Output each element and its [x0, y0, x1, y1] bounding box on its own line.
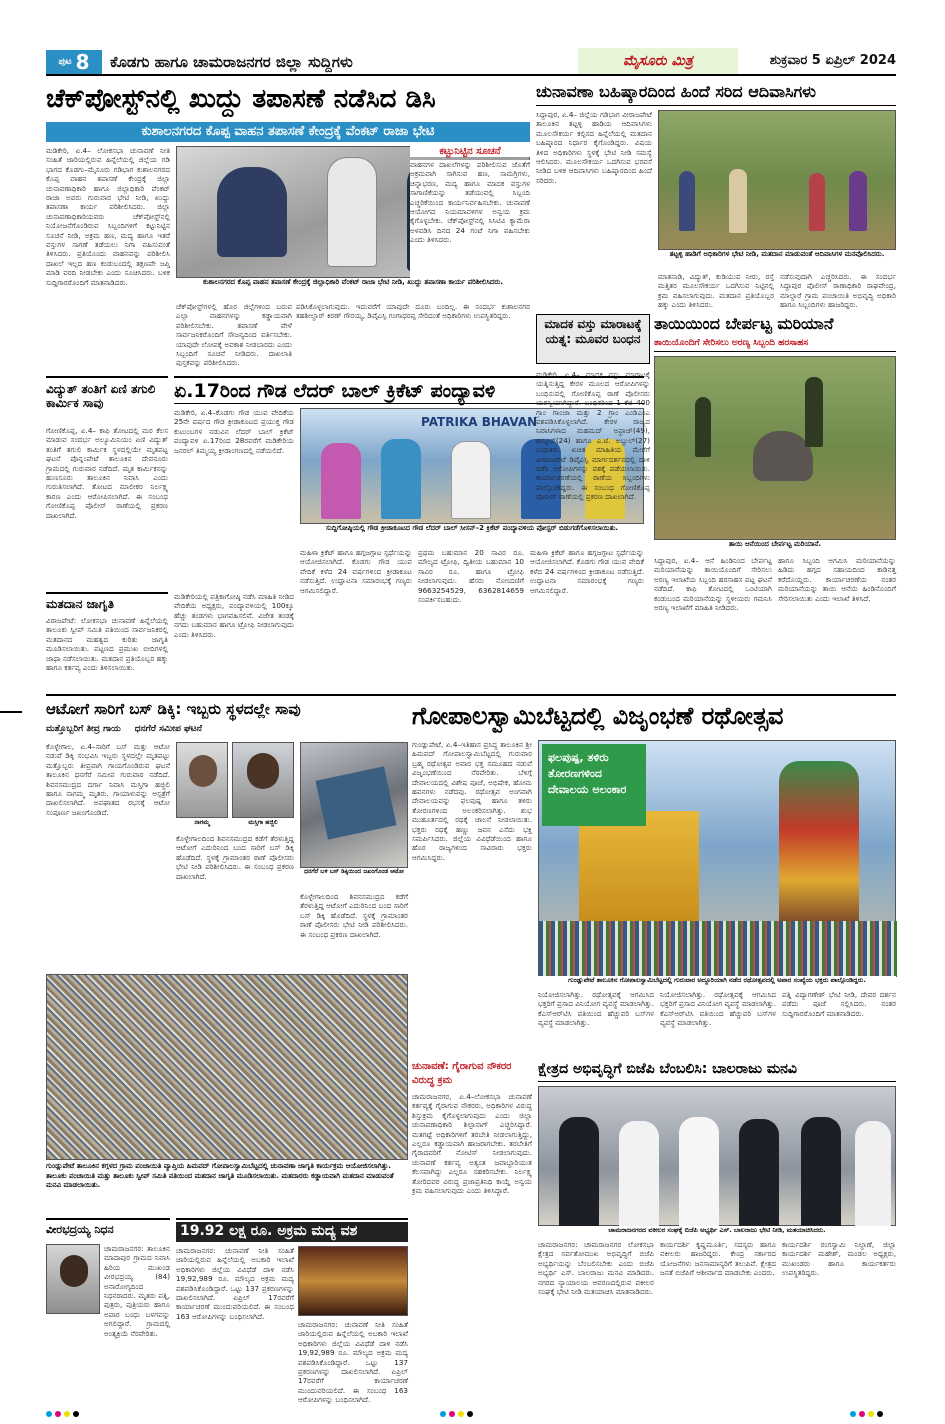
story11-headline: ವೀರಭದ್ರಯ್ಯ ನಿಧನ	[46, 1223, 114, 1236]
story14-photo	[538, 1086, 896, 1226]
paper-name-logo	[578, 48, 738, 74]
story12-headline: 19.92 ಲಕ್ಷ ರೂ. ಅಕ್ರಮ ಮದ್ಯ ವಶ	[176, 1222, 408, 1242]
story8-col1: ಗುಂಡ್ಲುಪೇಟೆ, ಏ.4–ಇತಿಹಾಸ ಪ್ರಸಿದ್ಧ ತಾಲೂಕಿನ ಶ್ರೀ ಹಿಮವದ್ ಗೋಪಾಲಸ್ವಾಮಿಬೆಟ್ಟದಲ್ಲಿ ಗುರುವಾರ ಬ್ರಹ್ಮ ರಥೋತ್ಸವ ಅಪಾರ ಭಕ್ತ ಸಮೂಹದ ನಡುವೆ ವಿಜೃಂಭಣೆಯಿಂದ ನೆರವೇರಿತು. ಬೆಳಿಗ್ಗೆ ದೇವಾಲಯದಲ್ಲಿ ವಿಶೇಷ ಪೂಜೆ, ಅಭಿಷೇಕ, ಹೋಮ ಹವನಗಳು ನಡೆದವು. ರಥೋತ್ಸವ ಅಂಗವಾಗಿ ದೇವಾಲಯವನ್ನು ಫಲಪುಷ್ಪ ಹಾಗೂ ತಳಿರು ತೋರಣಗಳಿಂದ ಅಲಂಕರಿಸಲಾಗಿತ್ತು. ಶುಭ ಮುಹೂರ್ತದಲ್ಲಿ ರಥಕ್ಕೆ ಚಾಲನೆ ನೀಡಲಾಯಿತು. ಭಕ್ತರು ರಥಕ್ಕೆ ಹಣ್ಣು ಜವನ ಎಸೆದು ಭಕ್ತಿ ಸಮರ್ಪಿಸಿದರು. ಜಿಲ್ಲೆಯ ವಿವಿಧೆಡೆಯಿಂದ ಹಾಗೂ ಹೊರ ರಾಜ್ಯಗಳಿಂದ ಸಾವಿರಾರು ಭಕ್ತರು ಆಗಮಿಸಿದ್ದರು.	[412, 740, 532, 862]
story7-photo-caption: ಧನಗೆರೆ ಬಳಿ ಬಸ್ ಡಿಕ್ಕಿಯಿಂದ ಜಖಂಗೊಂಡ ಆಟೋ	[300, 868, 408, 888]
story-tribal-boycott	[536, 80, 896, 312]
story7-tag2: ಧನಗೆರೆ ಸಮೀಪ ಘಟನೆ	[134, 724, 202, 734]
story4-col2: ಮಹಿಳಾ ಕ್ರಿಕೆಟ್ ಹಾಗೂ ಹಗ್ಗಜಗ್ಗಾಟ ಸ್ಪರ್ಧೆಯನ್ನು ಆಯೋಜಿಸಲಾಗಿದೆ. ಕೊಡಗು ಗೌಡ ಯುವ ವೇದಿಕೆ ಕಳೆದ 24 ವರ್ಷಗಳಿಂದ ಕ್ರೀಡಾಕೂಟ ನಡೆಸುತ್ತಿದೆ. ಉದ್ಘಾಟನಾ ಸಮಾರಂಭಕ್ಕೆ ಗಣ್ಯರು ಆಗಮಿಸಲಿದ್ದಾರೆ.	[300, 548, 412, 595]
story8-col3: ನಿಯೋಜಿಸಲಾಗಿತ್ತು. ರಥೋತ್ಸವಕ್ಕೆ ಆಗಮಿಸಿದ ಭಕ್ತರಿಗೆ ಪ್ರಸಾದ ವಿನಿಯೋಗ ವ್ಯವಸ್ಥೆ ಮಾಡಲಾಗಿತ್ತು. ಕೆಎಸ್‌ಆರ್‌ಟಿಸಿ ವತಿಯಿಂದ ಹೆಚ್ಚುವರಿ ಬಸ್‌ಗಳ ವ್ಯವಸ್ಥೆ ಮಾಡಲಾಗಿತ್ತು.	[660, 990, 776, 1028]
story-balaraju	[538, 1060, 896, 1380]
story1-headline: ಚೆಕ್‌ಪೋಸ್ಟ್‌ನಲ್ಲಿ ಖುದ್ದು ತಪಾಸಣೆ ನಡೆಸಿದ ಡಿಸಿ	[46, 84, 436, 114]
story7-col2: ಕೊಳ್ಳೇಗಾಲದಿಂದ ಶಿವನಸಮುದ್ರದ ಕಡೆಗೆ ತೆರಳುತ್ತಿದ್ದ ಆಟೋಗೆ ಎದುರಿನಿಂದ ಬಂದ ಸಾರಿಗೆ ಬಸ್ ಡಿಕ್ಕಿ ಹೊಡೆದಿದೆ. ಸ್ಥಳಕ್ಕೆ ಗ್ರಾಮಾಂತರ ಠಾಣೆ ಪೊಲೀಸರು ಭೇಟಿ ನೀಡಿ ಪರಿಶೀಲಿಸಿದರು. ಈ ಸಂಬಂಧ ಪ್ರಕರಣ ದಾಖಲಾಗಿದೆ.	[176, 834, 294, 881]
story4-photo-caption: ಸುದ್ದಿಗೋಷ್ಠಿಯಲ್ಲಿ ಗೌಡ ಕ್ರೀಡಾಕೂಟದ ಗೌಡ ಲೆದರ್ ಬಾಲ್ ಸೀಸನ್–2 ಕ್ರಿಕೆಟ್ ಪಂದ್ಯಾವಳಿಯ ಪೋಸ್ಟರ್ ಬಿಡುಗಡೆಗೊಳಿಸಲಾಯಿತು.	[300, 524, 644, 544]
story-baby-elephant	[654, 314, 896, 688]
story-liquor-seizure	[176, 1218, 408, 1405]
story7-victim1-name: ನಾಗಮ್ಮ	[176, 818, 228, 830]
story10-body: ವಿರಾಜಪೇಟೆ: ಲೋಕಸಭಾ ಚುನಾವಣೆ ಹಿನ್ನೆಲೆಯಲ್ಲಿ ತಾಲೂಕು ಸ್ವೀಪ್ ಸಮಿತಿ ವತಿಯಿಂದ ಸಾರ್ವಜನಿಕರಲ್ಲಿ ಮತದಾನದ ಮಹತ್ವದ ಕುರಿತು ಜಾಗೃತಿ ಮೂಡಿಸಲಾಯಿತು. ಪಟ್ಟಣದ ಪ್ರಮುಖ ಬೀದಿಗಳಲ್ಲಿ ಜಾಥಾ ನಡೆಸಲಾಯಿತು. ಮತದಾನ ಪ್ರತಿಯೊಬ್ಬರ ಹಕ್ಕು ಹಾಗೂ ಕರ್ತವ್ಯ ಎಂದು ತಿಳಿಸಲಾಯಿತು.	[46, 616, 168, 673]
story8-green-box	[542, 744, 646, 826]
story12-body: ಚಾಮರಾಜನಗರ: ಚುನಾವಣೆ ನೀತಿ ಸಂಹಿತೆ ಜಾರಿಯಲ್ಲಿರುವ ಹಿನ್ನೆಲೆಯಲ್ಲಿ ಅಬಕಾರಿ ಇಲಾಖೆ ಅಧಿಕಾರಿಗಳು ಜಿಲ್ಲೆಯ ವಿವಿಧೆಡೆ ದಾಳಿ ನಡೆಸಿ 19,92,989 ರೂ. ಮೌಲ್ಯದ ಅಕ್ರಮ ಮದ್ಯ ವಶಪಡಿಸಿಕೊಂಡಿದ್ದಾರೆ. ಒಟ್ಟು 137 ಪ್ರಕರಣಗಳನ್ನು ದಾಖಲಿಸಲಾಗಿದೆ. ಏಪ್ರಿಲ್ 17ರವರೆಗೆ ಕಾರ್ಯಾಚರಣೆ ಮುಂದುವರಿಯಲಿದೆ. ಈ ಸಂಬಂಧ 163 ಆರೋಪಿಗಳನ್ನು ಬಂಧಿಸಲಾಗಿದೆ.	[176, 1246, 294, 1321]
story1-photo-caption: ಕುಶಾಲನಗರದ ಕೊಪ್ಪ ವಾಹನ ತಪಾಸಣೆ ಕೇಂದ್ರಕ್ಕೆ ಜಿಲ್ಲಾಧಿಕಾರಿ ವೆಂಕಟ್ ರಾಜಾ ಭೇಟಿ ನೀಡಿ, ಖುದ್ದು ತಪಾಸಣಾ ಕಾರ್ಯ ಪರಿಶೀಲಿಸಿದರು.	[176, 278, 530, 298]
story13-body: ಚಾಮರಾಜನಗರ, ಏ.4–ಲೋಕಸಭಾ ಚುನಾವಣೆ ಕರ್ತವ್ಯಕ್ಕೆ ಗೈರಾಗುವ ನೌಕರರು, ಅಧಿಕಾರಿಗಳ ವಿರುದ್ಧ ಶಿಸ್ತುಕ್ರಮ ಕೈಗೊಳ್ಳಲಾಗುವುದು ಎಂದು ಜಿಲ್ಲಾ ಚುನಾವಣಾಧಿಕಾರಿ ಶಿಲ್ಪಾನಾಗ್ ಎಚ್ಚರಿಸಿದ್ದಾರೆ. ಮತಗಟ್ಟೆ ಅಧಿಕಾರಿಗಳಿಗೆ ತರಬೇತಿ ನೀಡಲಾಗುತ್ತಿದ್ದು, ಎಲ್ಲರೂ ಕಡ್ಡಾಯವಾಗಿ ಹಾಜರಾಗಬೇಕು. ತರಬೇತಿಗೆ ಗೈರಾದವರಿಗೆ ನೋಟಿಸ್ ನೀಡಲಾಗುವುದು. ಚುನಾವಣೆ ಕರ್ತವ್ಯ ಅತ್ಯಂತ ಜವಾಬ್ದಾರಿಯುತ ಕೆಲಸವಾಗಿದ್ದು ಎಲ್ಲರೂ ಸಹಕರಿಸಬೇಕು. ನಿರ್ಲಕ್ಷ್ಯ ತೋರಿದವರ ವಿರುದ್ಧ ಪ್ರಜಾಪ್ರತಿನಿಧಿ ಕಾಯ್ದೆ ಅನ್ವಯ ಕ್ರಮ ವಹಿಸಲಾಗುವುದು ಎಂದು ತಿಳಿಸಿದ್ದಾರೆ.	[412, 1092, 532, 1196]
registration-marks-center	[440, 1402, 500, 1412]
story14-col3: ಕಾರ್ಯದರ್ಶಿ ರಂಗಸ್ವಾಮಿ ನಿಲ್ದಾಣೆ, ಜಿಲ್ಲಾ ಕಾರ್ಯದರ್ಶಿ ಮಹೇಶ್, ಮಂಡಲ ಅಧ್ಯಕ್ಷರು, ಮುಖಂಡರು ಹಾಗೂ ಕಾರ್ಯಕರ್ತರು ಉಪಸ್ಥಿತರಿದ್ದರು.	[782, 1240, 896, 1278]
story1-col2: ವಾಹನಗಳ ದಾಖಲೆಗಳನ್ನು ಪರಿಶೀಲಿಸುವ ಜೊತೆಗೆ ಅಕ್ರಮವಾಗಿ ಸಾಗಿಸುವ ಹಣ, ಸಾಮಗ್ರಿಗಳು, ಚಿನ್ನಾಭರಣ, ಮದ್ಯ ಹಾಗೂ ಮಾದಕ ವಸ್ತುಗಳ ಸಾಗಾಣಿಕೆಯನ್ನು ತಡೆಯುವಲ್ಲಿ ಸಿಬ್ಬಂದಿ ಎಚ್ಚರಿಕೆಯಿಂದ ಕಾರ್ಯನಿರ್ವಹಿಸಬೇಕು. ಚುನಾವಣೆ ಆಯೋಗದ ನಿಯಮಾವಳಿಗಳ ಅನ್ವಯ ಕ್ರಮ ಕೈಗೊಳ್ಳಬೇಕು. ಚೆಕ್‌ಪೋಸ್ಟ್‌ನಲ್ಲಿ ಸಿಸಿಟಿವಿ ಕ್ಯಾಮೆರಾ ಅಳವಡಿಸಿ ದಿನದ 24 ಗಂಟೆ ನಿಗಾ ವಹಿಸಬೇಕು ಎಂದು ತಿಳಿಸಿದರು.	[410, 160, 530, 278]
masthead	[46, 48, 896, 76]
section-title: ಕೊಡಗು ಹಾಗೂ ಚಾಮರಾಜನಗರ ಜಿಲ್ಲಾ ಸುದ್ದಿಗಳು	[110, 53, 353, 71]
story13-headline: ಚುನಾವಣೆ: ಗೈರಾಗುವ ನೌಕರರ ವಿರುದ್ಧ ಕ್ರಮ	[412, 1061, 512, 1086]
story14-photo-caption: ಚಾಮರಾಜನಗರದ ವಕೀಲರ ಸಂಘಕ್ಕೆ ಬಿಜೆಪಿ ಅಭ್ಯರ್ಥಿ ಎಸ್. ಬಾಲರಾಜು ಭೇಟಿ ನೀಡಿ, ಮತಯಾಚಿಸಿದರು.	[538, 1226, 896, 1238]
story-bus-accident	[46, 700, 408, 970]
story7-victim2-name: ಮಸ್ತಿಗಾ ಹಜ್ಜಿಲಿ	[232, 818, 294, 830]
story4-col3: ಪ್ರಥಮ ಬಹುಮಾನ 20 ಸಾವಿರ ರೂ. ಮೌಲ್ಯದ ಟ್ರೋಫಿ, ದ್ವಿತೀಯ ಬಹುಮಾನ 10 ಸಾವಿರ ರೂ. ಹಾಗೂ ಟ್ರೋಫಿ ನೀಡಲಾಗುವುದು. ಹೆಸರು ನೋಂದಣಿಗೆ 9663254529, 6362814659 ಸಂಪರ್ಕಿಸಬಹುದು.	[418, 548, 524, 605]
story1-subhead: ಕುಶಾಲನಗರದ ಕೊಪ್ಪ ವಾಹನ ತಪಾಸಣೆ ಕೇಂದ್ರಕ್ಕೆ ವೆಂಕಟ್ ರಾಜಾ ಭೇಟಿ	[46, 122, 530, 142]
story7-victim2-photo	[232, 742, 294, 818]
story7-tags	[46, 724, 408, 738]
story6-col2: ಹಾಗೂ ಸಿಬ್ಬಂದಿ ಆಗಮಿಸಿ ಮರಿಯಾನೆಯನ್ನು ಹಿಡಿದು ಹಗ್ಗದ ಸಹಾಯದಿಂದ ಕಾಡಿನತ್ತ ಕರೆದೊಯ್ದರು. ಕಾರ್ಯಾಚರಣೆಯ ನಂತರ ಮರಿಯಾನೆಯನ್ನು ತಾಯಿ ಆನೆಯ ಹಿಂಡಿನೊಂದಿಗೆ ಸೇರಿಸಲಾಯಿತು ಎಂದು ಇಲಾಖೆ ತಿಳಿಸಿದೆ.	[778, 556, 896, 603]
story12-body2: ಚಾಮರಾಜನಗರ: ಚುನಾವಣೆ ನೀತಿ ಸಂಹಿತೆ ಜಾರಿಯಲ್ಲಿರುವ ಹಿನ್ನೆಲೆಯಲ್ಲಿ ಅಬಕಾರಿ ಇಲಾಖೆ ಅಧಿಕಾರಿಗಳು ಜಿಲ್ಲೆಯ ವಿವಿಧೆಡೆ ದಾಳಿ ನಡೆಸಿ 19,92,989 ರೂ. ಮೌಲ್ಯದ ಅಕ್ರಮ ಮದ್ಯ ವಶಪಡಿಸಿಕೊಂಡಿದ್ದಾರೆ. ಒಟ್ಟು 137 ಪ್ರಕರಣಗಳನ್ನು ದಾಖಲಿಸಲಾಗಿದೆ. ಏಪ್ರಿಲ್ 17ರವರೆಗೆ ಕಾರ್ಯಾಚರಣೆ ಮುಂದುವರಿಯಲಿದೆ. ಈ ಸಂಬಂಧ 163 ಆರೋಪಿಗಳನ್ನು ಬಂಧಿಸಲಾಗಿದೆ.	[298, 1320, 408, 1405]
paper-name: ಮೈಸೂರು ಮಿತ್ರ	[623, 53, 693, 69]
story-electrocution	[46, 376, 168, 590]
registration-marks-left	[46, 1402, 106, 1412]
story-drug-arrest	[536, 314, 650, 688]
story2-col1: ಸಿದ್ದಾಪುರ, ಏ.4– ಜಿಲ್ಲೆಯ ಗಡಿಭಾಗ ವೀರಾಜಪೇಟೆ ತಾಲೂಕಿನ ತಟ್ಟಳ್ಳಿ ಹಾಡಿಯ ಆದಿವಾಸಿಗಳು ಮೂಲಸೌಕರ್ಯ ಕಲ್ಪಿಸದ ಹಿನ್ನೆಲೆಯಲ್ಲಿ ಮತದಾನ ಬಹಿಷ್ಕಾರದ ನಿರ್ಧಾರ ಕೈಗೊಂಡಿದ್ದರು. ವಿಷಯ ತಿಳಿದ ಅಧಿಕಾರಿಗಳು ಸ್ಥಳಕ್ಕೆ ಭೇಟಿ ನೀಡಿ ಸಮಸ್ಯೆ ಆಲಿಸಿದರು. ಮೂಲಸೌಕರ್ಯ ಒದಗಿಸುವ ಭರವಸೆ ನೀಡಿದ ಬಳಿಕ ಆದಿವಾಸಿಗಳು ಬಹಿಷ್ಕಾರದಿಂದ ಹಿಂದೆ ಸರಿದರು.	[536, 110, 652, 185]
story10-headline: ಮತದಾನ ಜಾಗೃತಿ	[46, 597, 114, 611]
story8-headline: ಗೋಪಾಲಸ್ವಾಮಿಬೆಟ್ಟದಲ್ಲಿ ವಿಜೃಂಭಣೆ ರಥೋತ್ಸವ	[412, 702, 784, 730]
story-checkpost	[46, 80, 530, 372]
story14-col1: ಚಾಮರಾಜನಗರ: ಚಾಮರಾಜನಗರ ಲೋಕಸಭಾ ಕ್ಷೇತ್ರದ ಸರ್ವತೋಮುಖ ಅಭಿವೃದ್ಧಿಗೆ ಬಿಜೆಪಿ ಅಭ್ಯರ್ಥಿಯನ್ನು ಬೆಂಬಲಿಸಬೇಕು ಎಂದು ಬಿಜೆಪಿ ಅಭ್ಯರ್ಥಿ ಎಸ್. ಬಾಲರಾಜು ಮನವಿ ಮಾಡಿದರು. ನಗರದ ನ್ಯಾಯಾಲಯ ಆವರಣದಲ್ಲಿರುವ ವಕೀಲರ ಸಂಘಕ್ಕೆ ಭೇಟಿ ನೀಡಿ ಮತಯಾಚಿಸಿ ಮಾತನಾಡಿದರು.	[538, 1240, 654, 1297]
story6-col1: ಸಿದ್ದಾಪುರ, ಏ.4– ಆನೆ ಹಿಂಡಿನಿಂದ ಬೇರ್ಪಟ್ಟ ಮರಿಯಾನೆಯನ್ನು ತಾಯಿಯೊಂದಿಗೆ ಸೇರಿಸಲು ಅರಣ್ಯ ಇಲಾಖೆಯ ಸಿಬ್ಬಂದಿ ಹರಸಾಹಸ ಪಟ್ಟ ಘಟನೆ ನಡೆದಿದೆ. ಕಾಫಿ ತೋಟದಲ್ಲಿ ಒಂಟಿಯಾಗಿ ಕಂಡುಬಂದ ಮರಿಯಾನೆಯನ್ನು ಸ್ಥಳೀಯರು ಗಮನಿಸಿ ಅರಣ್ಯ ಇಲಾಖೆಗೆ ಮಾಹಿತಿ ನೀಡಿದರು.	[654, 556, 772, 613]
crop-mark-left	[0, 711, 22, 713]
story5-headline: ಮಾದಕ ವಸ್ತು ಮಾರಾಟಕ್ಕೆ ಯತ್ನ: ಮೂವರ ಬಂಧನ	[536, 314, 650, 364]
story9-photo	[46, 974, 408, 1160]
story8-col2: ನಿಯೋಜಿಸಲಾಗಿತ್ತು. ರಥೋತ್ಸವಕ್ಕೆ ಆಗಮಿಸಿದ ಭಕ್ತರಿಗೆ ಪ್ರಸಾದ ವಿನಿಯೋಗ ವ್ಯವಸ್ಥೆ ಮಾಡಲಾಗಿತ್ತು. ಕೆಎಸ್‌ಆರ್‌ಟಿಸಿ ವತಿಯಿಂದ ಹೆಚ್ಚುವರಿ ಬಸ್‌ಗಳ ವ್ಯವಸ್ಥೆ ಮಾಡಲಾಗಿತ್ತು.	[538, 990, 654, 1028]
story4-col1: ಮಡಿಕೇರಿಯಲ್ಲಿ ಪತ್ರಿಕಾಗೋಷ್ಠಿ ನಡೆಸಿ ಮಾಹಿತಿ ನೀಡಿದ ವೇದಿಕೆಯ ಅಧ್ಯಕ್ಷರು, ಪಂದ್ಯಾವಳಿಯಲ್ಲಿ 100ಕ್ಕೂ ಹೆಚ್ಚು ತಂಡಗಳು ಭಾಗವಹಿಸಲಿವೆ. ವಿಜೇತ ತಂಡಕ್ಕೆ ನಗದು ಬಹುಮಾನ ಹಾಗೂ ಟ್ರೋಫಿ ನೀಡಲಾಗುವುದು ಎಂದು ತಿಳಿಸಿದರು.	[174, 592, 294, 639]
story11-photo	[46, 1244, 100, 1314]
story1-col3: ಚೆಕ್‌ಪೋಸ್ಟ್‌ಗಳಲ್ಲಿ ಹೊರ ಜಿಲ್ಲೆಗಳಿಂದ ಬರುವ ಎಲ್ಲಾ ವಾಹನಗಳನ್ನು ಕಡ್ಡಾಯವಾಗಿ ಪರಿಶೀಲಿಸಬೇಕು. ತಪಾಸಣೆ ವೇಳೆ ಸಾರ್ವಜನಿಕರೊಂದಿಗೆ ಸೌಜನ್ಯದಿಂದ ವರ್ತಿಸಬೇಕು. ಯಾವುದೇ ಲೋಪಕ್ಕೆ ಅವಕಾಶ ನೀಡಬಾರದು ಎಂದು ಸಿಬ್ಬಂದಿಗೆ ಸೂಚನೆ ನೀಡಿದರು. ದಾಖಲಾತಿ ಪುಸ್ತಕವನ್ನು ಪರಿಶೀಲಿಸಿದರು.	[176, 302, 292, 368]
story6-headline: ತಾಯಿಯಿಂದ ಬೇರ್ಪಟ್ಟ ಮರಿಯಾನೆ	[654, 314, 834, 333]
story7-col3: ಕೊಳ್ಳೇಗಾಲದಿಂದ ಶಿವನಸಮುದ್ರದ ಕಡೆಗೆ ತೆರಳುತ್ತಿದ್ದ ಆಟೋಗೆ ಎದುರಿನಿಂದ ಬಂದ ಸಾರಿಗೆ ಬಸ್ ಡಿಕ್ಕಿ ಹೊಡೆದಿದೆ. ಸ್ಥಳಕ್ಕೆ ಗ್ರಾಮಾಂತರ ಠಾಣೆ ಪೊಲೀಸರು ಭೇಟಿ ನೀಡಿ ಪರಿಶೀಲಿಸಿದರು. ಈ ಸಂಬಂಧ ಪ್ರಕರಣ ದಾಖಲಾಗಿದೆ.	[300, 892, 408, 939]
page-number: 8	[75, 50, 90, 74]
story-voting-awareness	[46, 592, 168, 688]
story6-subhead: ತಾಯಿಯೊಂದಿಗೆ ಸೇರಿಸಲು ಅರಣ್ಯ ಸಿಬ್ಬಂದಿ ಹರಸಾಹಸ	[654, 338, 896, 352]
registration-marks-right	[850, 1402, 910, 1412]
story2-headline: ಚುನಾವಣಾ ಬಹಿಷ್ಕಾರದಿಂದ ಹಿಂದೆ ಸರಿದ ಆದಿವಾಸಿಗಳು	[536, 80, 896, 106]
story14-col2: ಕಾರ್ಯದರ್ಶಿ ಕೃಷ್ಣಮೂರ್ತಿ, ಸದಸ್ಯರು ಹಾಗೂ ವಕೀಲರು ಹಾಜರಿದ್ದರು. ಕೇಂದ್ರ ಸರ್ಕಾರದ ಯೋಜನೆಗಳು ಜನಸಾಮಾನ್ಯರಿಗೆ ತಲುಪಿವೆ. ಕ್ಷೇತ್ರದ ಜನತೆ ಬಿಜೆಪಿಗೆ ಆಶೀರ್ವಾದ ಮಾಡಬೇಕು ಎಂದರು.	[660, 1240, 776, 1278]
story8-photo-caption: ಗುಂಡ್ಲುಪೇಟೆ ತಾಲೂಕಿನ ಗೋಪಾಲಸ್ವಾಮಿಬೆಟ್ಟದಲ್ಲಿ ಗುರುವಾರ ಅದ್ದೂರಿಯಾಗಿ ನಡೆದ ರಥೋತ್ಸವದಲ್ಲಿ ಅಪಾರ ಸಂಖ್ಯೆಯ ಭಕ್ತರು ಪಾಲ್ಗೊಂಡಿದ್ದರು.	[538, 976, 896, 988]
story11-body: ಚಾಮರಾಜನಗರ: ತಾಲೂಕಿನ ಮಾದಾಪುರ ಗ್ರಾಮದ ನಿವಾಸಿ ಹಿರಿಯ ಮುಖಂಡ ವೀರಭದ್ರಯ್ಯ (84) ಅನಾರೋಗ್ಯದಿಂದ ನಿಧನರಾದರು. ಮೃತರು ಪತ್ನಿ, ಪುತ್ರರು, ಪುತ್ರಿಯರು ಹಾಗೂ ಅಪಾರ ಬಂಧು ಬಳಗವನ್ನು ಅಗಲಿದ್ದಾರೆ. ಗ್ರಾಮದಲ್ಲಿ ಅಂತ್ಯಕ್ರಿಯೆ ನೆರವೇರಿತು.	[104, 1244, 170, 1338]
story-rathotsava	[412, 700, 896, 1058]
story2-col3: ಮಾತನಾಡಿ, ವಿದ್ಯುತ್, ಕುಡಿಯುವ ನೀರು, ರಸ್ತೆ ಮತ್ತಿತರ ಮೂಲಸೌಕರ್ಯ ಒದಗಿಸುವ ನಿಟ್ಟಿನಲ್ಲಿ ಕ್ರಮ ವಹಿಸಲಾಗುವುದು. ಮತದಾನ ಪ್ರತಿಯೊಬ್ಬರ ಹಕ್ಕು ಎಂದು ತಿಳಿಸಿದರು.	[658, 272, 774, 310]
section-divider	[46, 694, 896, 696]
page-number-badge	[46, 50, 102, 74]
story-absent-staff	[412, 1060, 532, 1380]
story4-headline: ಏ.17ರಿಂದ ಗೌಡ ಲೆದರ್ ಬಾಲ್ ಕ್ರಿಕೆಟ್ ಪಂದ್ಯಾವಳಿ	[174, 376, 644, 404]
story3-headline: ವಿದ್ಯುತ್ ತಂತಿಗೆ ಏಣಿ ತಗುಲಿ ಕಾರ್ಮಿಕ ಸಾವು	[46, 382, 156, 410]
story9-photo-caption: ಗುಂಡ್ಲುಪೇಟೆ ತಾಲೂಕಿನ ಕಗ್ಗಳದ ಗ್ರಾಮ ಪಂಚಾಯಿತಿ ವ್ಯಾಪ್ತಿಯ ಹಿಮವದ್ ಗೋಪಾಲಸ್ವಾಮಿಬೆಟ್ಟದಲ್ಲಿ ಚುನಾವಣಾ ಜಾಗೃತಿ ಕಾರ್ಯಕ್ರಮ ಆಯೋಜಿಸಲಾಗಿತ್ತು. ತಾಲೂಕು ಪಂಚಾಯಿತಿ ಮತ್ತು ತಾಲೂಕು ಸ್ವೀಪ್ ಸಮಿತಿ ವತಿಯಿಂದ ಮತದಾನ ಜಾಗೃತಿ ಮೂಡಿಸಲಾಯಿತು. ಮತದಾರರು ಕಡ್ಡಾಯವಾಗಿ ಮತದಾನ ಮಾಡುವಂತೆ ಮನವಿ ಮಾಡಲಾಯಿತು.	[46, 1162, 408, 1212]
story1-kicker: ಕಟ್ಟುನಿಟ್ಟಿನ ಸೂಚನೆ	[410, 146, 530, 157]
story6-photo	[654, 356, 896, 540]
story7-headline: ಆಟೋಗೆ ಸಾರಿಗೆ ಬಸ್ ಡಿಕ್ಕಿ: ಇಬ್ಬರು ಸ್ಥಳದಲ್ಲೇ ಸಾವು	[46, 700, 301, 718]
story2-photo	[658, 110, 896, 250]
story1-col1: ಮಡಿಕೇರಿ, ಏ.4– ಲೋಕಸಭಾ ಚುನಾವಣೆ ನೀತಿ ಸಂಹಿತೆ ಜಾರಿಯಲ್ಲಿರುವ ಹಿನ್ನೆಲೆಯಲ್ಲಿ ಜಿಲ್ಲೆಯ ಗಡಿ ಭಾಗದ ಕೊಡಗು–ಮೈಸೂರು ಗಡಿಭಾಗ ಕುಶಾಲನಗರದ ಕೊಪ್ಪ ವಾಹನ ತಪಾಸಣೆ ಕೇಂದ್ರಕ್ಕೆ ಜಿಲ್ಲಾ ಚುನಾವಣಾಧಿಕಾರಿ ಹಾಗೂ ಜಿಲ್ಲಾಧಿಕಾರಿ ವೆಂಕಟ್ ರಾಜಾ ಅವರು ಗುರುವಾರ ಭೇಟಿ ನೀಡಿ, ಖುದ್ದು ತಪಾಸಣಾ ಕಾರ್ಯ ಪರಿಶೀಲಿಸಿದರು. ಜಿಲ್ಲಾ ಚುನಾವಣಾಧಿಕಾರಿಯವರು ಚೆಕ್‌ಪೋಸ್ಟ್‌ನಲ್ಲಿ ನಿಯೋಜನೆಗೊಂಡಿರುವ ಸಿಬ್ಬಂದಿಗಳಿಗೆ ಕಟ್ಟುನಿಟ್ಟಿನ ಸೂಚನೆ ನೀಡಿ, ಅಕ್ರಮ ಹಣ, ಮದ್ಯ ಹಾಗೂ ಇತರೆ ವಸ್ತುಗಳ ಸಾಗಣೆ ತಡೆಯಲು ನಿಗಾ ವಹಿಸುವಂತೆ ತಿಳಿಸಿದರು. ಪ್ರತಿಯೊಂದು ವಾಹನವನ್ನು ಪರಿಶೀಲಿಸಿ ದಾಖಲೆ ಇಲ್ಲದ ಹಣ ಕಂಡುಬಂದಲ್ಲಿ ತಕ್ಷಣವೇ ಜಪ್ತಿ ಮಾಡಿ ವರದಿ ನೀಡಬೇಕು ಎಂದು ಸೂಚಿಸಿದರು. ಬಳಿಕ ಸುದ್ದಿಗಾರರೊಂದಿಗೆ ಮಾತನಾಡಿದರು.	[46, 146, 170, 287]
story7-tag1: ಮತ್ತೊಬ್ಬರಿಗೆ ತೀವ್ರ ಗಾಯ	[46, 724, 121, 734]
story7-victim1-photo	[176, 742, 228, 818]
story6-photo-caption: ತಾಯಿ ಆನೆಯಿಂದ ಬೇರ್ಪಟ್ಟ ಮರಿಯಾನೆ.	[654, 540, 896, 552]
story8-green-box-text: ಫಲಪುಷ್ಪ, ತಳಿರು ತೋರಣಗಳಿಂದ ದೇವಾಲಯ ಅಲಂಕಾರ	[548, 751, 627, 796]
story5-body: ಮಡಿಕೇರಿ, ಏ.4– ಮಾದಕ ವಸ್ತು ಮಾರಾಟಕ್ಕೆ ಯತ್ನಿಸುತ್ತಿದ್ದ ಕೇರಳ ಮೂಲದ ಆರೋಪಿಗಳನ್ನು ಬಂಧಿಸುವಲ್ಲಿ ಗೋಣಿಕೊಪ್ಪ ಠಾಣೆ ಪೊಲೀಸರು ಯಶಸ್ವಿಯಾಗಿದ್ದಾರೆ. ಬಂಧಿತರಿಂದ 1 ಕೆಜಿ 400 ಗ್ರಾಂ ಗಾಂಜಾ ಮತ್ತು 2 ಗ್ರಾಂ ಎಂಡಿಎಂಎ ವಶಪಡಿಸಿಕೊಳ್ಳಲಾಗಿದೆ. ಕೇರಳ ರಾಜ್ಯದ ನಿವಾಸಿಗಳಾದ ಮಹಮದ್ ಅಫ್ರಾಜ್(49), ಶಮ್ಶೀರ್(24) ಹಾಗೂ ಎ.ಟಿ. ಅಬ್ದುಲ್(27) ಬಂಧಿತರು. ಖಚಿತ ಮಾಹಿತಿಯ ಮೇರೆಗೆ ವೀರಾಜಪೇಟೆ ಡಿವೈಎಸ್ಪಿ ಮಾರ್ಗದರ್ಶನದಲ್ಲಿ ದಾಳಿ ನಡೆಸಿ ಆರೋಪಿಗಳನ್ನು ವಶಕ್ಕೆ ಪಡೆಯಲಾಯಿತು. ಕಾರ್ಯಾಚರಣೆಯಲ್ಲಿ ಠಾಣೆಯ ಸಿಬ್ಬಂದಿಗಳು ಪಾಲ್ಗೊಂಡಿದ್ದರು. ಈ ಸಂಬಂಧ ಗೋಣಿಕೊಪ್ಪ ಪೊಲೀಸ್ ಠಾಣೆಯಲ್ಲಿ ಪ್ರಕರಣ ದಾಖಲಾಗಿದೆ.	[536, 370, 650, 502]
story-obituary	[46, 1218, 170, 1380]
story7-accident-photo	[300, 742, 408, 868]
edition-date: ಶುಕ್ರವಾರ 5 ಏಪ್ರಿಲ್ 2024	[769, 53, 896, 68]
story4-banner: PATRIKA BHAVAN	[421, 415, 538, 429]
story1-col4: ಪಡಿಸಿಕೊಳ್ಳಲಾಗುವುದು. ಇದುವರೆಗೆ ಯಾವುದೇ ದೂರು ಬಂದಿಲ್ಲ. ಈ ಸಂದರ್ಭ ಕುಶಾಲನಗರ ತಹಶೀಲ್ದಾರ್ ಕಿರಣ್ ಗೌರಯ್ಯ, ಡಿವೈಎಸ್ಪಿ ಗಂಗಾಧರಪ್ಪ ಸೇರಿದಂತೆ ಅಧಿಕಾರಿಗಳು ಉಪಸ್ಥಿತರಿದ್ದರು.	[296, 302, 530, 321]
story3-body: ಗೋಣಿಕೊಪ್ಪ, ಏ.4– ಕಾಫಿ ತೋಟದಲ್ಲಿ ಮರ ಕೆಲಸ ಮಾಡುವ ಸಂದರ್ಭ ಅಲ್ಯೂಮಿನಿಯಂ ಏಣಿ ವಿದ್ಯುತ್ ತಂತಿಗೆ ತಗುಲಿ ಕಾರ್ಮಿಕ ಸ್ಥಳದಲ್ಲಿಯೇ ಮೃತಪಟ್ಟ ಘಟನೆ ಪೊನ್ನಂಪೇಟೆ ತಾಲೂಕಿನ ದೇವನೂರು ಗ್ರಾಮದಲ್ಲಿ ಗುರುವಾರ ನಡೆದಿದೆ. ಮೃತ ಕಾರ್ಮಿಕನನ್ನು ಹುಣಸೂರು ತಾಲೂಕಿನ ನಿವಾಸಿ ಎಂದು ಗುರುತಿಸಲಾಗಿದೆ. ತೋಟದ ಮಾಲೀಕರ ನಿರ್ಲಕ್ಷ್ಯ ಕಾರಣ ಎಂದು ಆರೋಪಿಸಲಾಗಿದೆ. ಈ ಸಂಬಂಧ ಗೋಣಿಕೊಪ್ಪ ಪೊಲೀಸ್ ಠಾಣೆಯಲ್ಲಿ ಪ್ರಕರಣ ದಾಖಲಾಗಿದೆ.	[46, 426, 168, 520]
story-crowd-awareness	[46, 974, 408, 1214]
story12-photo	[298, 1246, 408, 1316]
story8-col4: ಪತ್ನಿ ವಿದ್ಯಾಗಣೇಶ್ ಭೇಟಿ ನೀಡಿ, ದೇವರ ದರ್ಶನ ಪಡೆದು ಪೂಜೆ ಸಲ್ಲಿಸಿದರು. ನಂತರ ಸುದ್ದಿಗಾರರೊಂದಿಗೆ ಮಾತನಾಡಿದರು.	[782, 990, 896, 1018]
story4-intro: ಮಡಿಕೇರಿ, ಏ.4–ಕೊಡಗು ಗೌಡ ಯುವ ವೇದಿಕೆಯ 25ನೇ ವರ್ಷದ ಗೌಡ ಕ್ರೀಡಾಕೂಟದ ಪ್ರಯುಕ್ತ ಗೌಡ ಕುಟುಂಬಗಳ ನಡುವಿನ ಲೆದರ್ ಬಾಲ್ ಕ್ರಿಕೆಟ್ ಪಂದ್ಯಾವಳಿ ಏ.17ರಿಂದ 28ರವರೆಗೆ ಮಡಿಕೇರಿಯ ಜನರಲ್ ತಿಮ್ಮಯ್ಯ ಕ್ರೀಡಾಂಗಣದಲ್ಲಿ ನಡೆಯಲಿದೆ.	[174, 408, 294, 455]
story14-headline: ಕ್ಷೇತ್ರದ ಅಭಿವೃದ್ಧಿಗೆ ಬಿಜೆಪಿ ಬೆಂಬಲಿಸಿ: ಬಾಲರಾಜು ಮನವಿ	[538, 1060, 896, 1082]
story2-photo-caption: ತಟ್ಟಳ್ಳಿ ಹಾಡಿಗೆ ಅಧಿಕಾರಿಗಳ ಭೇಟಿ ನೀಡಿ, ಮತದಾನ ಮಾಡುವಂತೆ ಆದಿವಾಸಿಗಳ ಮನವೊಲಿಸಿದರು.	[658, 250, 896, 270]
story4-col3b: ಮಹಿಳಾ ಕ್ರಿಕೆಟ್ ಹಾಗೂ ಹಗ್ಗಜಗ್ಗಾಟ ಸ್ಪರ್ಧೆಯನ್ನು ಆಯೋಜಿಸಲಾಗಿದೆ. ಕೊಡಗು ಗೌಡ ಯುವ ವೇದಿಕೆ ಕಳೆದ 24 ವರ್ಷಗಳಿಂದ ಕ್ರೀಡಾಕೂಟ ನಡೆಸುತ್ತಿದೆ. ಉದ್ಘಾಟನಾ ಸಮಾರಂಭಕ್ಕೆ ಗಣ್ಯರು ಆಗಮಿಸಲಿದ್ದಾರೆ.	[530, 548, 644, 595]
story2-col4: ನಡೆಸುವುದಾಗಿ ಎಚ್ಚರಿಸಿದರು. ಈ ಸಂದರ್ಭ ಸಿದ್ದಾಪುರ ಪೊಲೀಸ್ ಠಾಣಾಧಿಕಾರಿ ರಾಘವೇಂದ್ರ, ಮಾಲ್ದಾರೆ ಗ್ರಾಮ ಪಂಚಾಯಿತಿ ಅಭಿವೃದ್ಧಿ ಅಧಿಕಾರಿ ಹಾಗೂ ಸಿಬ್ಬಂದಿಗಳು ಹಾಜರಿದ್ದರು.	[780, 272, 896, 310]
story7-col1: ಕೊಳ್ಳೇಗಾಲ, ಏ.4–ಸಾರಿಗೆ ಬಸ್ ಮತ್ತು ಆಟೋ ನಡುವೆ ಡಿಕ್ಕಿ ಸಂಭವಿಸಿ ಇಬ್ಬರು ಸ್ಥಳದಲ್ಲೇ ಮೃತಪಟ್ಟು ಮತ್ತೊಬ್ಬರು ತೀವ್ರವಾಗಿ ಗಾಯಗೊಂಡಿರುವ ಘಟನೆ ತಾಲೂಕಿನ ಧನಗೆರೆ ಸಮೀಪ ಗುರುವಾರ ನಡೆದಿದೆ. ಶಿವನಸಮುದ್ರದ ದರ್ಗಾ ನಿವಾಸಿ ಮಸ್ತಿಗಾ ಹಜ್ಜಿಲಿ ಹಾಗೂ ನಾಗಮ್ಮ ಮೃತರು. ಗಾಯಾಳುವನ್ನು ಆಸ್ಪತ್ರೆಗೆ ದಾಖಲಿಸಲಾಗಿದೆ. ಅಪಘಾತದ ರಭಸಕ್ಕೆ ಆಟೋ ಸಂಪೂರ್ಣ ಜಖಂಗೊಂಡಿದೆ.	[46, 742, 170, 817]
page-label: ಪುಟ	[58, 57, 72, 67]
